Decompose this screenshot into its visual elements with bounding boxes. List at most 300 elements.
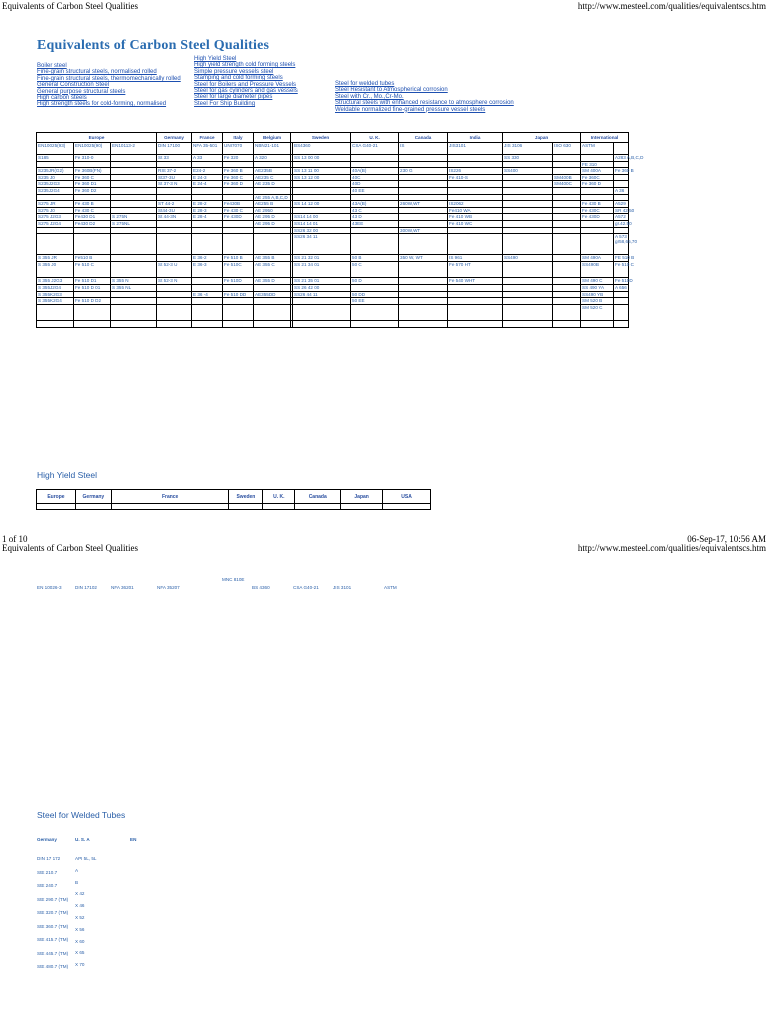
table-cell: JIS 3106 (503, 143, 553, 155)
quality-link[interactable]: High Yield Steel (194, 56, 237, 62)
quality-link[interactable]: Fine-grain structural steels, normalised rolled (37, 69, 157, 76)
table-cell: Fe 360 B (615, 168, 634, 174)
table-cell (614, 161, 629, 168)
table-cell: Fe 510C (223, 261, 254, 278)
table-cell (553, 321, 581, 328)
table-cell (503, 187, 553, 194)
table-cell: UNI7070 (223, 143, 254, 155)
table-cell: Fe 410 WB (448, 214, 503, 221)
welded-germany-grade: StE 480.7 (TM) (37, 964, 69, 969)
welded-germany-grade: StE 360.7 (TM) (37, 923, 69, 929)
table-cell: SS 21 32 01 (293, 255, 351, 262)
table-cell: Fe 360B(FN) (74, 168, 111, 175)
table-cell (553, 201, 581, 208)
table-cell (293, 304, 351, 321)
table-row (37, 143, 629, 155)
table-cell (293, 161, 351, 168)
high-yield-title: High Yield Steel (37, 470, 98, 480)
table-cell: A 320 (254, 155, 291, 162)
table-cell: SS26 44 11 (293, 291, 351, 298)
table-cell (293, 181, 351, 188)
table-cell (553, 298, 581, 305)
table-cell (157, 284, 192, 291)
hy-col-header: EN 10026-3 (37, 585, 62, 590)
table-cell: AE 355 B (254, 255, 291, 262)
table-cell (74, 234, 111, 255)
table-cell: A572 (614, 214, 629, 221)
table-cell (223, 284, 254, 291)
welded-tubes-title: Steel for Welded Tubes (37, 810, 126, 820)
table-cell (157, 291, 192, 298)
table-cell: Fe 510 C (614, 261, 629, 278)
table-cell: AE235B (254, 168, 291, 175)
table-cell (254, 227, 291, 234)
table-cell (74, 304, 111, 321)
table-cell (503, 207, 553, 214)
table-cell (254, 284, 291, 291)
table-cell: SS 13 11 00 (293, 168, 351, 175)
table-cell (614, 321, 629, 328)
table-cell: S235J2G3 (37, 181, 74, 188)
table-cell: SS 14 12 00 (293, 201, 351, 208)
table-cell: St 44-3N (157, 214, 192, 221)
column-header: France (192, 133, 223, 143)
table-cell (157, 220, 192, 227)
table-cell: 50 B (351, 255, 399, 262)
table-cell: Fe 360 D (223, 181, 254, 188)
table-cell (351, 284, 399, 291)
table-row (37, 284, 629, 291)
table-cell (293, 207, 351, 214)
welded-germany-grade: StE 210.7 (37, 869, 58, 875)
table-cell (192, 234, 223, 255)
table-row (37, 207, 629, 214)
table-row (37, 304, 629, 321)
quality-link[interactable]: General purpose structural steels (37, 88, 126, 95)
table-cell: 50 DD (351, 291, 399, 298)
table-cell: S 355 JR (37, 255, 74, 262)
table-cell (553, 234, 581, 255)
column-header: Italy (223, 133, 254, 143)
table-cell: SS 21 34 01 (293, 261, 351, 278)
table-cell: Fe 360 D (581, 181, 614, 188)
high-yield-header: Europe (37, 490, 76, 504)
table-cell (448, 227, 503, 234)
welded-header-en: EN (130, 837, 137, 842)
table-cell: CSA G40-21 (351, 143, 399, 155)
table-cell: St 37-3 N (157, 181, 192, 188)
table-row (37, 168, 629, 175)
table-cell: RSt 37-2 (157, 168, 192, 175)
table-cell (553, 168, 581, 175)
table-cell: EN10113-2 (111, 143, 157, 155)
table-cell: JIS3101 (448, 143, 503, 155)
table-row (37, 255, 629, 262)
table-cell: St 52-3 U (157, 261, 192, 278)
table-cell (614, 174, 629, 181)
table-cell (553, 220, 581, 227)
quality-link[interactable]: Steel for Boilers and Pressure Vessels (194, 81, 297, 88)
table-cell: Fe410 WA (448, 207, 503, 214)
table-cell (192, 220, 223, 227)
table-cell: S 355 J2G3 (37, 278, 74, 285)
table-cell: SM400B (553, 174, 581, 181)
table-cell: Fe 510D (615, 278, 633, 284)
table-cell: AE 2950 (254, 207, 291, 214)
table-cell (74, 321, 111, 328)
table-cell: Fe 320 (223, 155, 254, 162)
table-cell (111, 174, 157, 181)
quality-link[interactable]: Simple pressure vessels steel (194, 68, 274, 75)
table-cell (293, 187, 351, 194)
table-cell (399, 234, 448, 255)
table-cell (614, 143, 629, 155)
table-cell: S235 J0 (37, 174, 74, 181)
welded-germany-grade: StE 445.7 (TM) (37, 950, 69, 956)
table-cell: AE 355 C (254, 261, 291, 278)
table-cell: SM 490A (581, 255, 614, 262)
quality-link[interactable]: Weldable normalized fine-grained pressure vessel steels (335, 106, 486, 113)
table-cell (503, 261, 553, 278)
table-cell: SS14 14 01 (293, 220, 351, 227)
table-cell: SS26 32 00 (293, 227, 351, 234)
table-row (37, 227, 629, 234)
table-cell: A 573 gr58,65,70 (614, 234, 629, 255)
table-row (37, 155, 629, 162)
table-cell: IS226 (448, 168, 503, 175)
table-cell: DIN 17100 (157, 143, 192, 155)
table-cell (553, 207, 581, 214)
table-cell (614, 298, 629, 305)
page2-header-url: http://www.mesteel.com/qualities/equivalentscs.htm (577, 543, 766, 553)
table-cell (74, 227, 111, 234)
table-cell (553, 187, 581, 194)
table-cell (223, 304, 254, 321)
table-cell (223, 220, 254, 227)
table-cell (503, 181, 553, 188)
table-cell (399, 214, 448, 221)
table-cell (351, 304, 399, 321)
quality-link[interactable]: Stamping and cold forming steels (194, 75, 283, 82)
table-cell: Fe 510 B (223, 255, 254, 262)
quality-link[interactable]: Structural steels with enhanced resistance to atmosphere corrosion (335, 100, 514, 107)
table-cell: 40D (351, 181, 399, 188)
table-row (37, 321, 629, 328)
table-row (37, 187, 629, 194)
table-cell (399, 174, 448, 181)
table-cell (111, 234, 157, 255)
table-cell: S185 (37, 155, 74, 162)
table-cell: SS 13 12 00 (293, 174, 351, 181)
table-cell: Fe 510 D 01 (74, 284, 111, 291)
quality-link[interactable]: Fine-grain structural steels, thermomechanically rolled (37, 75, 181, 82)
table-cell (399, 187, 448, 194)
table-cell (192, 194, 223, 201)
table-cell (553, 304, 581, 321)
table-cell: Fe 510D (223, 278, 254, 285)
quality-link[interactable]: Steel for gas cylinders and gas vessels (194, 88, 298, 95)
quality-link[interactable]: Steel For Ship Building (194, 100, 256, 107)
table-row (37, 298, 629, 305)
table-cell: 40A(B) (351, 168, 399, 175)
table-cell: S 355K2G3 (37, 291, 74, 298)
table-cell (553, 291, 581, 298)
table-cell: S275 J2G4 (37, 220, 74, 227)
table-cell: S275 J0 (37, 207, 74, 214)
table-cell (111, 155, 157, 162)
table-cell: A529 (614, 201, 629, 208)
table-cell: E 24-4 (192, 181, 223, 188)
table-cell (111, 207, 157, 214)
table-cell: FE 310 (581, 161, 614, 168)
table-cell: Fe 360 C (223, 174, 254, 181)
table-cell: Fe 430D (223, 214, 254, 221)
table-cell (74, 291, 111, 298)
table-cell (581, 155, 614, 162)
table-cell: E24-2 (192, 168, 223, 175)
table-cell (157, 321, 192, 328)
table-cell (192, 161, 223, 168)
table-cell: Fe430B (223, 201, 254, 208)
welded-usa-grade: X 70 (75, 962, 85, 968)
high-yield-header: Japan (341, 490, 383, 504)
table-cell: SM400C (553, 181, 581, 188)
table-cell (111, 321, 157, 328)
table-cell: IS (399, 143, 448, 155)
table-cell: S 355J2G4 (37, 284, 74, 291)
table-cell: Fe 430C (581, 207, 614, 214)
table-cell: Fe 360 C (74, 174, 111, 181)
table-cell: SM 400A (581, 168, 614, 175)
table-cell (157, 187, 192, 194)
table-cell: S275 J2G3 (37, 214, 74, 221)
table-cell (37, 321, 74, 328)
table-cell (254, 298, 291, 305)
quality-link[interactable]: General Construction Steel (37, 82, 110, 89)
table-row (37, 261, 629, 278)
table-cell (503, 321, 553, 328)
links-column-2 (194, 56, 298, 107)
high-yield-table-wrapper (36, 489, 431, 510)
quality-link[interactable]: High strength steels for cold-forming, normalised (37, 101, 167, 108)
quality-link[interactable]: Boiler steel (37, 63, 67, 69)
table-cell (192, 278, 223, 285)
table-cell: E 28-4 (192, 214, 223, 221)
table-cell: Fe 510 D1 (74, 278, 111, 285)
table-cell: Fe 510 DD (223, 291, 254, 298)
hy-col-header: BS 4360 (252, 585, 270, 590)
table-cell: Fe 510 C (74, 261, 111, 278)
table-cell (448, 194, 503, 201)
table-cell: E 28-3 (192, 207, 223, 214)
table-cell (503, 174, 553, 181)
table-cell (351, 321, 399, 328)
table-cell: IS 961 (448, 255, 503, 262)
table-cell: SS490 YB (581, 291, 614, 298)
table-cell: AE 295 D (254, 214, 291, 221)
table-cell: 300W,WT (399, 227, 448, 234)
table-cell (553, 194, 581, 201)
table-cell (192, 321, 223, 328)
table-cell: 260W,WT (399, 201, 448, 208)
table-cell (553, 261, 581, 278)
table-cell: A283 A,B,C,D (615, 155, 644, 160)
table-cell: S 275NL (111, 220, 157, 227)
table-cell: 50 C (351, 261, 399, 278)
table-cell: E 36-3 (192, 261, 223, 278)
table-cell: SS 26 42 00 (293, 284, 351, 291)
high-yield-header: France (111, 490, 229, 504)
table-cell: ASTM (581, 143, 614, 155)
table-cell (351, 194, 399, 201)
table-cell (223, 321, 254, 328)
table-cell (581, 234, 614, 255)
welded-usa-grade: X 46 (75, 903, 85, 909)
table-cell: E 36-2 (192, 255, 223, 262)
table-cell: St 52-3 N (157, 278, 192, 285)
table-cell (503, 234, 553, 255)
table-row (37, 291, 629, 298)
quality-link[interactable]: High yield strength cold forming steels (194, 62, 296, 69)
table-cell: A 656 (615, 284, 627, 290)
table-cell (614, 304, 629, 321)
hy-col-header: NFA 35207 (157, 585, 180, 590)
table-row (37, 181, 629, 188)
column-header: Belgium (254, 133, 291, 143)
table-cell: NFA 35-501 (192, 143, 223, 155)
table-cell (399, 155, 448, 162)
table-cell (553, 278, 581, 285)
quality-link[interactable]: Steel for welded tubes (335, 81, 395, 87)
page2-header-left: Equivalents of Carbon Steel Qualities (2, 543, 138, 553)
table-cell (351, 234, 399, 255)
hy-col-header: CSA G40-21 (293, 585, 319, 590)
table-cell: AE 255 A,B,C,D (254, 194, 291, 201)
table-cell: St44-3U (157, 207, 192, 214)
table-cell: 350 W, WT (399, 255, 448, 262)
welded-usa-grade: A (75, 867, 79, 873)
column-header: U. K. (351, 133, 399, 143)
table-cell (254, 304, 291, 321)
table-cell: E 28-2 (192, 201, 223, 208)
table-cell (111, 201, 157, 208)
table-cell (614, 291, 629, 298)
table-cell (351, 155, 399, 162)
high-yield-header: Canada (295, 490, 341, 504)
table-cell: E 36 -4 (192, 291, 223, 298)
table-cell: 50 D (351, 278, 399, 285)
quality-link[interactable]: High carbon steels (37, 95, 87, 102)
table-cell: Fe 360 B (223, 168, 254, 175)
table-cell (223, 161, 254, 168)
table-cell: S235J2G4 (37, 187, 74, 194)
table-row (37, 220, 629, 227)
table-cell: Fe 360C (581, 174, 614, 181)
welded-usa-grade: X 65 (75, 950, 85, 956)
table-cell (157, 227, 192, 234)
table-cell: 43EE (351, 220, 399, 227)
table-cell (192, 284, 223, 291)
column-header: Germany (157, 133, 192, 143)
hy-col-header: ASTM (384, 585, 397, 590)
table-cell (399, 291, 448, 298)
table-cell (503, 227, 553, 234)
column-header: Sweden (291, 133, 351, 143)
table-cell (223, 298, 254, 305)
hy-col-header: NFA 36201 (111, 585, 134, 590)
table-cell (111, 161, 157, 168)
table-cell (399, 304, 448, 321)
hy-col-header: JIS 3101 (333, 585, 352, 590)
table-cell: S 355 NL (111, 284, 157, 291)
table-cell: Fe510 B (74, 255, 111, 262)
table-cell: S275 JR (37, 201, 74, 208)
quality-link[interactable]: Steel with Cr., Mo.,Cr-Mo. (335, 93, 404, 100)
table-cell (448, 234, 503, 255)
page1-footer-left: 1 of 10 (2, 534, 28, 544)
table-cell: SS 13 00 00 (293, 155, 351, 162)
table-cell (581, 194, 614, 201)
table-cell: SM 490 C (581, 278, 614, 285)
table-row (37, 161, 629, 168)
table-cell (503, 298, 553, 305)
table-cell: S 355 N (111, 278, 157, 285)
quality-link[interactable]: Steel Resistant to Atmospherical corrosion (335, 87, 448, 94)
table-cell (111, 194, 157, 201)
table-cell (448, 187, 503, 194)
welded-germany-grade: DIN 17 172 (37, 856, 61, 861)
table-cell (581, 187, 614, 194)
table-cell: 40C (351, 174, 399, 181)
table-cell: AE 295 D (254, 220, 291, 227)
table-cell (293, 321, 351, 328)
table-cell: BS4360 (293, 143, 351, 155)
table-cell: ISO 630 (553, 143, 581, 155)
table-cell: SR 42.50 (615, 207, 635, 213)
table-cell (399, 220, 448, 227)
table-cell (157, 234, 192, 255)
high-yield-table (36, 489, 431, 510)
table-cell (111, 304, 157, 321)
table-cell (111, 255, 157, 262)
table-cell (192, 298, 223, 305)
welded-usa-grade: X 56 (75, 926, 85, 932)
quality-link[interactable]: Steel for large diameter pipes (194, 94, 273, 101)
table-cell (399, 284, 448, 291)
table-cell: 50 EE (351, 298, 399, 305)
table-cell (448, 161, 503, 168)
table-cell: 43A(B) (351, 201, 399, 208)
table-cell: Fe 410 WC (448, 220, 503, 227)
table-cell (503, 304, 553, 321)
table-cell (448, 284, 503, 291)
welded-germany-grade: StE 415.7 (TM) (37, 937, 69, 942)
table-cell: Fe 360 D2 (74, 187, 111, 194)
table-cell: SS26 34 11 (293, 234, 351, 255)
table-cell: St 33 (157, 155, 192, 162)
table-cell: Fe 310-0 (74, 155, 111, 162)
table-cell: AE355DD (254, 291, 291, 298)
table-cell (351, 161, 399, 168)
table-row (37, 174, 629, 181)
table-cell (399, 207, 448, 214)
table-cell (37, 194, 74, 201)
table-row (37, 234, 629, 255)
welded-usa-grade: X 60 (75, 938, 85, 944)
table-cell (553, 214, 581, 221)
table-cell (37, 234, 74, 255)
table-cell (111, 168, 157, 175)
